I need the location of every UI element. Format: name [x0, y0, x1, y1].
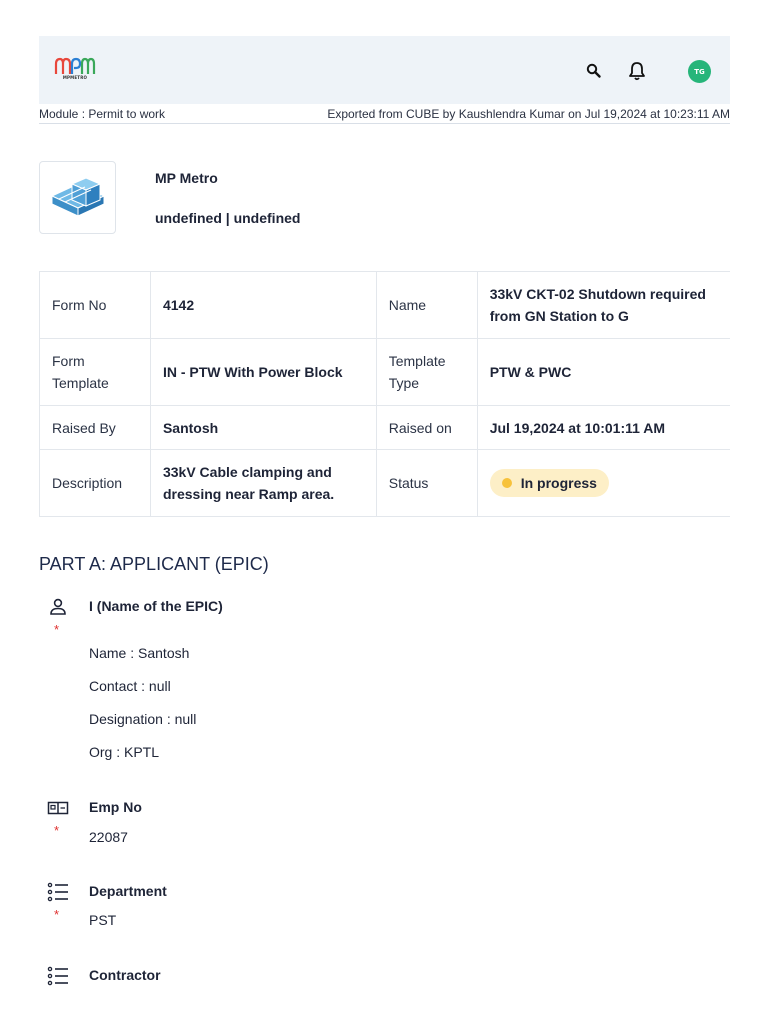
- template-type-label: Template Type: [376, 339, 477, 406]
- applicant-designation: Designation : null: [89, 711, 197, 727]
- form-details-table: [39, 271, 730, 517]
- emp-no-value: 22087: [89, 829, 128, 845]
- form-template-value: IN - PTW With Power Block: [150, 339, 376, 406]
- contractor-label: Contractor: [89, 967, 161, 983]
- organization-name: MP Metro: [155, 170, 218, 186]
- department-label: Department: [89, 883, 167, 899]
- raised-by-value: Santosh: [150, 406, 376, 450]
- status-cell: [477, 450, 730, 517]
- template-type-value: PTW & PWC: [477, 339, 730, 406]
- form-no-value: 4142: [150, 272, 376, 339]
- raised-by-label: Raised By: [40, 406, 151, 450]
- required-mark: *: [54, 907, 60, 922]
- table-row: [40, 272, 731, 339]
- description-label: Description: [40, 450, 151, 517]
- form-template-label: Form Template: [40, 339, 151, 406]
- status-badge: [490, 469, 609, 497]
- table-row: [40, 450, 731, 517]
- search-icon[interactable]: [583, 60, 605, 82]
- module-label: Module : Permit to work: [39, 107, 166, 121]
- status-dot-icon: [502, 478, 512, 488]
- person-icon: [47, 598, 69, 616]
- organization-logo-box: [39, 161, 116, 234]
- form-no-label: Form No: [40, 272, 151, 339]
- top-bar: [39, 36, 730, 104]
- mp-metro-logo[interactable]: [54, 56, 96, 82]
- list-icon: [47, 882, 69, 900]
- raised-on-label: Raised on: [376, 406, 477, 450]
- emp-no-label: Emp No: [89, 799, 142, 815]
- bell-icon[interactable]: [626, 60, 648, 82]
- status-text: In progress: [520, 475, 597, 491]
- required-mark: *: [54, 823, 60, 838]
- applicant-label: I (Name of the EPIC): [89, 598, 223, 614]
- name-label: Name: [376, 272, 477, 339]
- description-value: 33kV Cable clamping and dressing near Ramp area.: [150, 450, 376, 517]
- list-icon: [47, 966, 69, 984]
- department-value: PST: [89, 912, 117, 928]
- applicant-name: Name : Santosh: [89, 645, 190, 661]
- department-field: [39, 881, 730, 936]
- building-blocks-icon: [40, 162, 117, 235]
- section-title-part-a: PART A: APPLICANT (EPIC): [39, 554, 269, 574]
- contractor-field: [39, 965, 730, 995]
- id-card-icon: [47, 799, 69, 817]
- raised-on-value: Jul 19,2024 at 10:01:11 AM: [477, 406, 730, 450]
- organization-subtitle: undefined | undefined: [155, 210, 301, 226]
- user-avatar[interactable]: TG: [688, 60, 711, 83]
- table-row: [40, 339, 731, 406]
- name-value: 33kV CKT-02 Shutdown required from GN Station to G: [477, 272, 730, 339]
- export-info-bar: [39, 105, 730, 124]
- emp-no-field: [39, 797, 730, 852]
- table-row: [40, 406, 731, 450]
- required-mark: *: [54, 622, 60, 637]
- status-label: Status: [376, 450, 477, 517]
- logo-caption: MPMETRO: [62, 75, 88, 80]
- applicant-contact: Contact : null: [89, 678, 171, 694]
- export-note: Exported from CUBE by Kaushlendra Kumar on Jul 19,2024 at 10:23:11 AM: [327, 107, 730, 121]
- applicant-org: Org : KPTL: [89, 744, 160, 760]
- applicant-field: [39, 596, 730, 776]
